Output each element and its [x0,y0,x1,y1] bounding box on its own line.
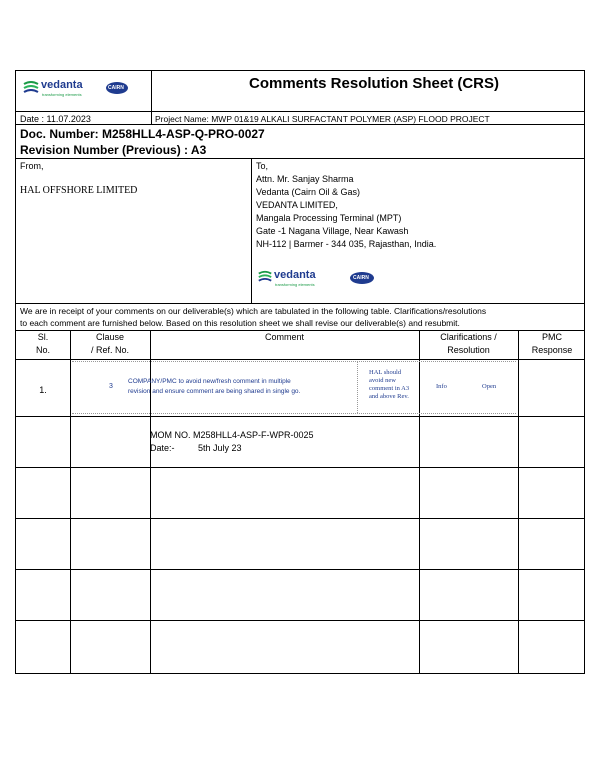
revision-number: Revision Number (Previous) : A3 [20,143,207,157]
to-line: Vedanta (Cairn Oil & Gas) [256,187,361,197]
vedanta-logo-text: vedanta [41,79,83,91]
to-line: VEDANTA LIMITED, [256,200,338,210]
to-line: Gate -1 Nagana Village, Near Kawash [256,226,409,236]
to-label: To, [256,161,269,171]
row-sl: 1. [39,385,47,395]
hal-response-line-1: HAL should [369,369,402,376]
row-info: Info [436,383,447,390]
vedanta-leaf-icon [257,270,273,286]
pasted-comment-row [72,361,516,414]
crs-sheet [15,70,585,674]
page-title: Comments Resolution Sheet (CRS) [249,75,500,92]
from-label: From, [20,161,44,171]
row-comment-line-1: COMPANY/PMC to avoid new/fresh comment in multiple [128,378,291,385]
hal-response-line-2: avoid new [369,377,396,384]
header-ref-no: / Ref. No. [90,345,129,355]
mom-date-value: 5th July 23 [198,443,242,453]
to-line: Attn. Mr. Sanjay Sharma [256,174,354,184]
from-company: HAL OFFSHORE LIMITED [20,185,138,196]
cairn-logo-text: CAIRN [353,275,369,281]
cairn-logo-text: CAIRN [108,85,124,91]
header-resolution: Resolution [447,345,490,355]
vedanta-logo-text: vedanta [274,269,316,281]
cairn-logo-secondary [350,272,374,284]
vedanta-tagline: transforming elements [42,92,82,97]
mom-date-label: Date:- [150,443,175,453]
header-pmc-response: Response [531,345,573,355]
intro-line-2: to each comment are furnished below. Based on this resolution sheet we shall revise our deliverable(s) and resubmit. [20,318,460,328]
hal-response-line-3: comment in A3 [369,385,410,392]
to-line: Mangala Processing Terminal (MPT) [256,213,402,223]
vedanta-logo-secondary [257,269,347,289]
vedanta-tagline: transforming elements [275,282,315,287]
project-name: Project Name: MWP 01&19 ALKALI SURFACTANT POLYMER (ASP) FLOOD PROJECT [155,114,490,124]
mom-number: MOM NO. M258HLL4-ASP-F-WPR-0025 [150,430,314,440]
row-ref: 3 [109,383,113,390]
header-comment: Comment [264,332,304,342]
header-pmc: PMC [542,332,562,342]
to-line: NH-112 | Barmer - 344 035, Rajasthan, India. [256,239,437,249]
header-sl: Sl. [37,332,49,342]
header-clarifications: Clarifications / [440,332,497,342]
row-comment-line-2: revision and ensure comment are being shared in single go. [128,388,301,395]
doc-number: Doc. Number: M258HLL4-ASP-Q-PRO-0027 [20,127,265,141]
hal-response-line-4: and above Rev. [369,393,409,400]
intro-line-1: We are in receipt of your comments on our deliverable(s) which are tabulated in the following table. Clarifications/resolutions [20,306,487,316]
header-clause: Clause [95,332,124,342]
header-sl-no: No. [35,345,50,355]
document-date: Date : 11.07.2023 [20,114,91,124]
row-status: Open [482,383,497,390]
